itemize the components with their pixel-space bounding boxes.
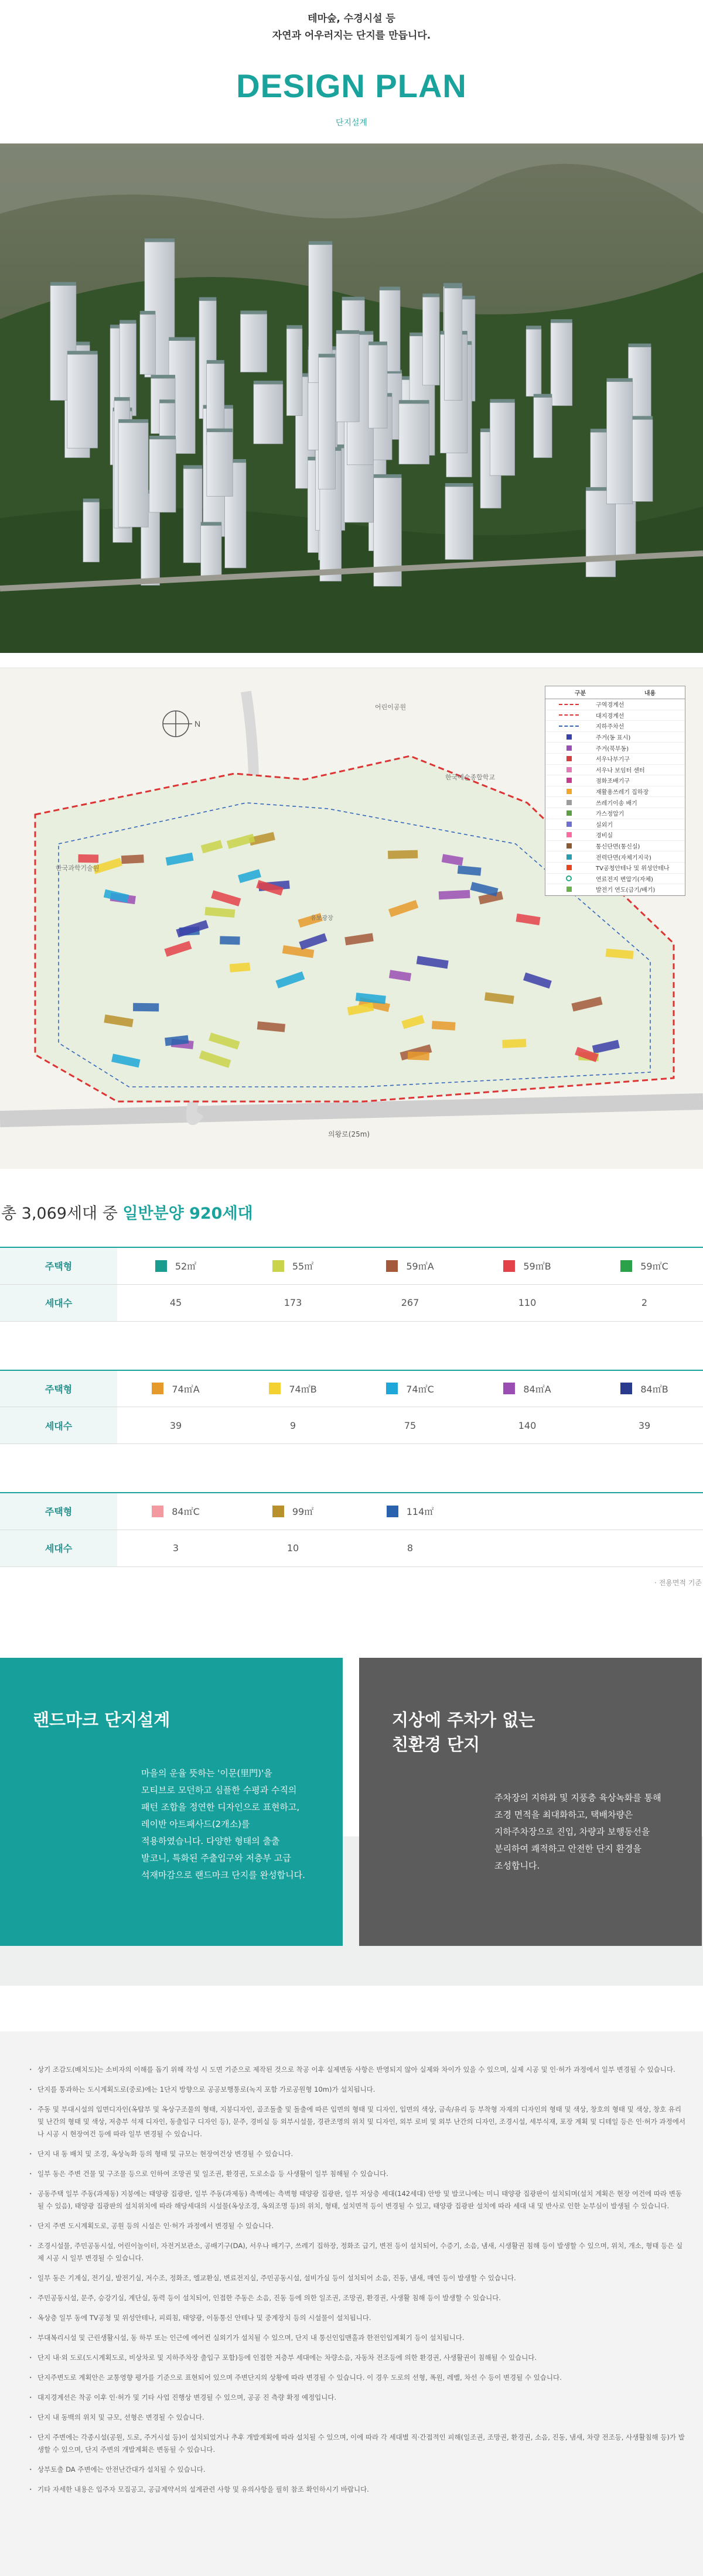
site-plan-map xyxy=(0,668,703,1168)
feature-text-line: 지하주차장으로 진입, 차량과 보행동선을 xyxy=(494,1826,650,1837)
page-title: DESIGN PLAN xyxy=(236,67,467,104)
unit-table xyxy=(0,1492,703,1567)
unit-type-label: 59㎡B xyxy=(523,1261,551,1272)
legend-row xyxy=(545,797,685,808)
feature-card-title xyxy=(392,1708,669,1757)
aerial-view-image xyxy=(0,143,703,653)
row-label-count: 세대수 xyxy=(0,1284,117,1321)
map-label-top: 어린이공원 xyxy=(375,703,407,711)
legend-label: 경비실 xyxy=(596,833,613,840)
note-item: · 일부 동은 주변 건물 및 구조물 등으로 인하여 조망권 및 일조권, 환경권, 도로소음 등 사생활이 일부 침해될 수 있습니다. xyxy=(29,2168,685,2180)
unit-count-cell: 39 xyxy=(586,1407,703,1444)
legend-row xyxy=(545,841,685,852)
unit-type-cell xyxy=(586,1247,703,1284)
legend-symbol xyxy=(545,822,592,827)
aerial-illustration xyxy=(0,143,703,653)
note-item: · 단지주변도로 계획안은 교통영향 평가를 기준으로 표현되어 있으며 주변단지의 상황에 따라 변경될 수 있습니다. 이 경우 도로의 선형, 폭원, 레벨, 차선 수 등이 변경될 수 있습니다. xyxy=(29,2372,685,2384)
disclaimer-notes xyxy=(0,2031,703,2576)
legend-row xyxy=(545,851,685,863)
note-item: · 조경시설물, 주민공동시설, 어린이놀이터, 자전거보관소, 공배기구(DA), 서우나 배기구, 쓰레기 집하장, 정화조 급기, 변전 등이 설치되어, 수증기, 소음, 냄새, 시생활권 침해 등이 발생할 수 있으며, 위치, 개소, 형태 등은 실제 시공 시 일부 변경될 수 있습니다. xyxy=(29,2240,685,2264)
unit-type-label: 74㎡A xyxy=(172,1383,200,1395)
unit-color-swatch xyxy=(620,1260,632,1272)
legend-symbol xyxy=(545,767,592,772)
feature-title-line: 친환경 단지 xyxy=(392,1734,480,1754)
legend-row xyxy=(545,743,685,754)
section-header xyxy=(0,0,703,143)
unit-type-label: 114㎡ xyxy=(406,1506,434,1518)
unit-count-cell: 39 xyxy=(117,1407,234,1444)
unit-count-cell xyxy=(469,1530,586,1566)
feature-card-landmark xyxy=(0,1658,343,1946)
legend-label: 대지경계선 xyxy=(596,713,624,720)
square-marker-icon xyxy=(567,734,572,740)
unit-type-label: 59㎡C xyxy=(640,1261,668,1272)
notes-list xyxy=(29,2064,685,2496)
note-item: · 부대복리시설 및 근린생활시설, 동 하부 또는 인근에 에어컨 실외기가 설치될 수 있으며, 단지 내 통신인입맨홀과 한전인입계획기 등이 설치됩니다. xyxy=(29,2332,685,2344)
unit-count-row xyxy=(0,1530,703,1566)
feature-text-line: 분리하여 쾌적하고 안전한 단지 환경을 xyxy=(494,1843,641,1854)
unit-type-label: 74㎡B xyxy=(289,1383,317,1395)
unit-type-row xyxy=(0,1247,703,1284)
feature-card-text xyxy=(141,1765,335,1884)
legend-label: 통신단면(통신실) xyxy=(596,844,640,851)
legend-label: 전력단면(자체기지국) xyxy=(596,854,651,861)
legend-label: 주거(동 표시) xyxy=(596,735,631,742)
site-plan-legend xyxy=(545,686,685,896)
legend-symbol xyxy=(545,832,592,837)
legend-row xyxy=(545,754,685,765)
legend-row xyxy=(545,874,685,885)
legend-symbol xyxy=(545,875,592,881)
unit-color-swatch xyxy=(272,1260,284,1272)
feature-title-line: 랜드마크 단지설계 xyxy=(33,1709,170,1730)
legend-row xyxy=(545,699,685,710)
unit-color-swatch xyxy=(386,1260,398,1272)
square-marker-icon xyxy=(567,810,572,816)
legend-symbol xyxy=(545,756,592,761)
unit-type-cell xyxy=(469,1493,586,1530)
row-label-type: 주택형 xyxy=(0,1370,117,1407)
unit-type-cell xyxy=(469,1247,586,1284)
feature-text-line: 레이반 아트패사드(2개소)를 xyxy=(141,1818,250,1829)
legend-row xyxy=(545,765,685,776)
unit-type-cell xyxy=(352,1370,469,1407)
legend-row xyxy=(545,786,685,798)
legend-label: 구역경계선 xyxy=(596,702,624,709)
unit-type-cell xyxy=(234,1493,352,1530)
unit-count-cell: 173 xyxy=(234,1284,352,1321)
legend-label: 재활용쓰레기 집하장 xyxy=(596,789,649,796)
feature-text-line: 주차장의 지하화 및 지풍층 육상녹화를 통해 xyxy=(494,1792,661,1803)
square-marker-icon xyxy=(567,843,572,849)
feature-card-eco xyxy=(359,1658,702,1946)
square-marker-icon xyxy=(567,800,572,805)
unit-count-row xyxy=(0,1284,703,1321)
square-marker-icon xyxy=(567,832,572,837)
unit-summary xyxy=(0,1168,703,1588)
unit-count-cell: 267 xyxy=(352,1284,469,1321)
row-label-type: 주택형 xyxy=(0,1493,117,1530)
feature-card-title xyxy=(33,1708,310,1732)
unit-count-cell: 3 xyxy=(117,1530,234,1566)
unit-type-row xyxy=(0,1370,703,1407)
legend-symbol xyxy=(545,810,592,816)
circle-icon xyxy=(566,875,572,881)
legend-symbol xyxy=(545,789,592,794)
unit-table xyxy=(0,1370,703,1445)
note-item: · 대지경계선은 착공 이후 인·허가 및 기타 사업 진행상 변경될 수 있으며, 공공 진 측량 확정 예정입니다. xyxy=(29,2392,685,2404)
tagline-line-2: 자연과 어우러지는 단지를 만듭니다. xyxy=(272,30,431,42)
unit-color-swatch xyxy=(387,1506,398,1517)
unit-type-label: 84㎡A xyxy=(523,1383,551,1395)
legend-label: 실외기 xyxy=(596,822,613,829)
feature-text-line: 조성합니다. xyxy=(494,1860,540,1871)
legend-label: 주거(북부동) xyxy=(596,745,629,752)
dashed-line-icon xyxy=(559,704,579,705)
legend-label: 가스정압기 xyxy=(596,811,624,818)
row-label-type: 주택형 xyxy=(0,1247,117,1284)
map-label-school: 한국예술종합학교 xyxy=(445,774,496,781)
legend-header xyxy=(545,686,685,699)
unit-type-cell xyxy=(117,1370,234,1407)
legend-symbol xyxy=(545,734,592,740)
feature-text-line: 발코니, 특화된 주출입구와 저층부 고급 xyxy=(141,1852,291,1863)
unit-count-row xyxy=(0,1407,703,1444)
feature-text-line: 조경 면적을 최대화하고, 택배차량은 xyxy=(494,1809,633,1820)
note-item: · 기타 자세한 내용은 입주자 모집공고, 공급계약서의 설계관련 사항 및 유의사항을 필히 참조 확인하시기 바랍니다. xyxy=(29,2483,685,2496)
page-subtitle: 단지설계 xyxy=(335,118,368,128)
unit-type-cell xyxy=(586,1370,703,1407)
legend-label: 쓰레기이송 배기 xyxy=(596,800,637,807)
map-label-road: 의왕로(25m) xyxy=(328,1130,370,1138)
legend-row xyxy=(545,863,685,874)
unit-type-cell xyxy=(469,1370,586,1407)
note-item: · 단지를 통과하는 도시계획도로(중로)에는 1단지 방향으로 공공보행통로(녹지 포함 가로공원형 10m)가 설치됩니다. xyxy=(29,2084,685,2096)
legend-row xyxy=(545,721,685,732)
unit-color-swatch xyxy=(152,1506,163,1517)
legend-row xyxy=(545,710,685,721)
unit-type-cell xyxy=(234,1370,352,1407)
unit-type-cell xyxy=(117,1493,234,1530)
feature-title-line: 지상에 주차가 없는 xyxy=(392,1709,535,1730)
unit-count-cell: 45 xyxy=(117,1284,234,1321)
legend-row xyxy=(545,830,685,841)
legend-label: 발전기 연도(급기/배기) xyxy=(596,887,656,894)
legend-label: 점화조배기구 xyxy=(596,778,630,785)
legend-row xyxy=(545,808,685,819)
legend-symbol xyxy=(545,714,592,716)
unit-color-swatch xyxy=(620,1383,632,1394)
dashed-line-icon xyxy=(559,714,579,716)
legend-header-content: 내용 xyxy=(644,690,656,697)
square-marker-icon xyxy=(567,887,572,892)
unit-table xyxy=(0,1247,703,1322)
feature-text-line: 적용하였습니다. 다양한 형태의 출출 xyxy=(141,1835,280,1846)
unit-type-label: 55㎡ xyxy=(292,1261,314,1272)
legend-label: 서우나 보임터 센터 xyxy=(596,767,645,774)
unit-color-swatch xyxy=(155,1260,167,1272)
note-item: · 주민공동시설, 문주, 승강기실, 계단실, 동력 등이 설치되어, 인접한 주동은 소음, 진동 등에 의한 일조권, 조망권, 환경권, 사생활 침해 등이 발생할 수 있습니다. xyxy=(29,2292,685,2304)
unit-color-swatch xyxy=(272,1506,284,1517)
feature-text-line: 모티브로 모던하고 심플한 수평과 수직의 xyxy=(141,1784,297,1795)
headline-prefix: 총 3,069세대 중 xyxy=(1,1205,123,1223)
note-item: · 옥상층 일부 동에 TV공청 및 위성안테나, 피뢰침, 태양광, 이동통신 안테나 및 중계장치 등의 시설물이 설치됩니다. xyxy=(29,2312,685,2324)
square-marker-icon xyxy=(567,778,572,783)
legend-symbol xyxy=(545,854,592,860)
map-label-plaza: 유보광장 xyxy=(310,915,333,922)
legend-symbol xyxy=(545,745,592,751)
note-item: · 단지 내 동백의 위치 및 규모, 선형은 변경될 수 있습니다. xyxy=(29,2411,685,2424)
feature-text-line: 패턴 조합을 정연한 디자인으로 표현하고, xyxy=(141,1801,300,1812)
legend-row xyxy=(545,819,685,830)
unit-count-cell: 140 xyxy=(469,1407,586,1444)
feature-cards xyxy=(0,1658,703,1986)
legend-symbol xyxy=(545,843,592,849)
unit-type-label: 99㎡ xyxy=(292,1506,314,1518)
square-marker-icon xyxy=(567,745,572,751)
feature-text-line: 석재마감으로 랜드마크 단지를 완성합니다. xyxy=(141,1869,305,1880)
unit-type-label: 59㎡A xyxy=(406,1261,434,1272)
unit-color-swatch xyxy=(269,1383,281,1394)
note-item: · 단지 내·외 도로(도시계획도로, 비상차로 및 지하주차장 출입구 포함)등에 인접한 저층부 세대에는 차량소음, 자동차 전조등에 의한 환경권, 사생활권이 침해될 수 있습니다. xyxy=(29,2352,685,2364)
unit-count-cell xyxy=(586,1530,703,1566)
unit-type-label: 52㎡ xyxy=(175,1261,197,1272)
legend-symbol xyxy=(545,704,592,705)
unit-color-swatch xyxy=(503,1383,515,1394)
legend-symbol xyxy=(545,887,592,892)
legend-header-symbol: 구분 xyxy=(574,690,586,697)
unit-type-cell xyxy=(352,1247,469,1284)
svg-text:N: N xyxy=(194,719,201,728)
legend-symbol xyxy=(545,726,592,727)
legend-row xyxy=(545,775,685,786)
legend-symbol xyxy=(545,800,592,805)
unit-type-cell xyxy=(234,1247,352,1284)
legend-row xyxy=(545,732,685,743)
note-item: · 단지 내 동 배치 및 조경, 옥상녹화 등의 형태 및 규모는 현장여건상 변경될 수 있습니다. xyxy=(29,2148,685,2160)
unit-count-cell: 110 xyxy=(469,1284,586,1321)
unit-count-cell: 9 xyxy=(234,1407,352,1444)
unit-type-row xyxy=(0,1493,703,1530)
note-item: · 단지 주변에는 각종시설(공원, 도로, 주거시설 등)이 설치되었거나 추후 개발계획에 따라 설치될 수 있으며, 이에 따라 각 세대별 직·간접적인 피해(일조권, 조망권, 환경권, 소음, 진동, 냄새, 차량 전조등, 사생활침해 등)가 발생할 수 있으며, 단지 주변의 개발계획은 변동될 수 있습니다. xyxy=(29,2431,685,2456)
unit-summary-headline xyxy=(0,1200,703,1223)
map-label-left: 한국과학기술원 xyxy=(56,864,100,872)
row-label-count: 세대수 xyxy=(0,1407,117,1444)
note-item: · 단지 주변 도시계획도로, 공원 등의 시설은 인·허가 과정에서 변경될 수 있습니다. xyxy=(29,2220,685,2232)
square-marker-icon xyxy=(567,865,572,870)
unit-color-swatch xyxy=(152,1383,163,1394)
unit-count-cell: 75 xyxy=(352,1407,469,1444)
legend-symbol xyxy=(545,865,592,870)
row-label-count: 세대수 xyxy=(0,1530,117,1566)
square-marker-icon xyxy=(567,756,572,761)
unit-type-cell xyxy=(586,1493,703,1530)
square-marker-icon xyxy=(567,767,572,772)
unit-type-cell xyxy=(117,1247,234,1284)
legend-label: 서우나부기구 xyxy=(596,757,630,764)
unit-color-swatch xyxy=(503,1260,515,1272)
legend-label: TV공청안테나 및 위성안테나 xyxy=(596,865,670,873)
legend-label: 연료전지 변압기(자체) xyxy=(596,876,653,883)
note-item: · 일부 동은 기계실, 전기실, 발전기실, 저수조, 정화조, 엘교환실, 변료전지실, 주민공동시설, 설비가실 등이 설치되어 소음, 진동, 냄새, 매연 등이 발생할 수 있습니다. xyxy=(29,2272,685,2284)
feature-text-line: 마을의 운율 뜻하는 '이문(里門)'을 xyxy=(141,1767,272,1778)
unit-type-label: 74㎡C xyxy=(406,1383,434,1395)
unit-type-label: 84㎡C xyxy=(172,1506,200,1518)
unit-color-swatch xyxy=(386,1383,398,1394)
square-marker-icon xyxy=(567,854,572,860)
unit-count-cell: 2 xyxy=(586,1284,703,1321)
square-marker-icon xyxy=(567,822,572,827)
unit-type-cell xyxy=(352,1493,469,1530)
note-item: · 주동 및 부대시설의 입면디자인(옥탑부 및 옥상구조물의 형태, 지붕디자인, 골조돌출 및 돌출에 따른 입면의 형태 및 디자인, 입면의 색상, 금속/유리 등 부착형 자재의 디자인의 형태 및 색상, 창호의 형태 및 색상, 창호 유리 및 난간의 형태 및 색상, 저층부 석재 디자인, 동출입구 디자인 등), 문주, 경비실 등 외부시설물, 경관조명의 위치 및 디자인, 외부 로비 및 외부 난간의 디자인, 조경시설, 세부식재, 포장 계획 및 디테일 등은 인·허가 과정에서나 시공 시 현장여건 등에 따라 일부 변경될 수 있습니다. xyxy=(29,2103,685,2140)
dashed-line-icon xyxy=(559,726,579,727)
legend-row xyxy=(545,884,685,895)
unit-type-label: 84㎡B xyxy=(640,1383,668,1395)
unit-count-cell: 8 xyxy=(352,1530,469,1566)
headline-accent: 일반분양 920세대 xyxy=(122,1205,253,1223)
feature-card-text xyxy=(494,1790,694,1874)
area-footnote: · 전용면적 기준 xyxy=(654,1578,702,1587)
note-item: · 상부토출 DA 주변에는 안전난간대가 설치될 수 있습니다. xyxy=(29,2464,685,2476)
legend-label: 지하주차선 xyxy=(596,724,624,731)
note-item: · 상기 조감도(배치도)는 소비자의 이해를 돕기 위해 작성 시 도면 기준으로 제작된 것으로 착공 이후 실제변동 사항은 반영되지 않아 실제와 차이가 있을 수 있으며, 실제 시공 및 인·허가 과정에서 일부 변경될 수 있습니다. xyxy=(29,2064,685,2076)
square-marker-icon xyxy=(567,789,572,794)
unit-count-cell: 10 xyxy=(234,1530,352,1566)
legend-symbol xyxy=(545,778,592,783)
tagline-line-1: 테마숲, 수경시설 등 xyxy=(308,13,395,25)
note-item: · 공동주택 일부 주동(과제동) 지붕에는 태양광 집광판, 일부 주동(과제동) 측벽에는 측벽형 태양광 집광판, 일부 저상층 세대(142세대) 안방 및 발코니에는 미니 태양광 집광판이 설치되며(설치 계획은 현장 여건에 따라 변동될 수 있음), 태양광 집광판의 설치위치에 따라 해당세대의 시설물(옥상조경, 옥외조명 등)의 위치, 형태, 설치면적 등이 변경될 수 있고, 태양광 집광판 설치에 따라 세대 내 및 반사로 인한 눈부심이 발생될 수 있습니다. xyxy=(29,2188,685,2212)
